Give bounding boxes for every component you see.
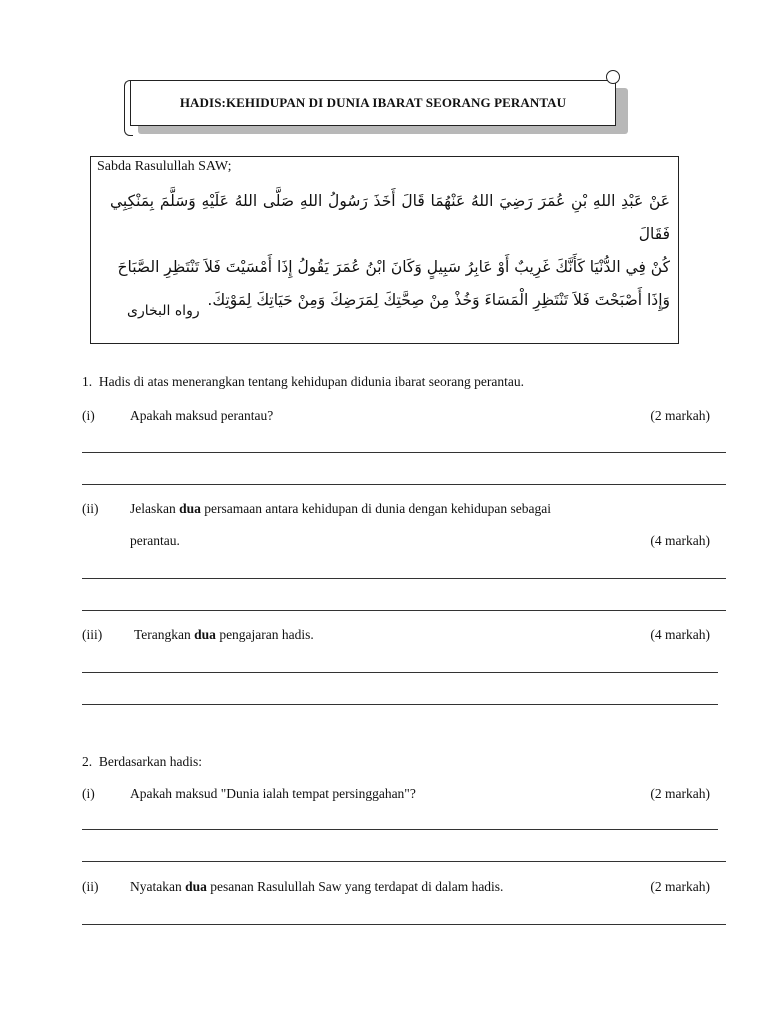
answer-line[interactable] bbox=[82, 829, 718, 830]
arabic-line-2: كُنْ فِي الدُّنْيَا كَأَنَّكَ غَرِيبٌ أَوْ عَابِرُ سَبِيلٍ وَكَانَ ابْنُ عُمَرَ يَقُولُ إِذَا أَمْسَيْتَ فَلاَ تَنْتَظِرِ الصَّبَاحَ bbox=[117, 258, 670, 276]
q2-i-text: Apakah maksud "Dunia ialah tempat persinggahan"? bbox=[130, 786, 416, 801]
q1-ii-bold: dua bbox=[179, 501, 201, 516]
q2-ii-text bbox=[130, 879, 503, 895]
q1-ii-post: persamaan antara kehidupan di dunia dengan kehidupan sebagai bbox=[200, 501, 552, 516]
q1-iii-marks: (4 markah) bbox=[650, 627, 710, 642]
page-title: HADIS:KEHIDUPAN DI DUNIA IBARAT SEORANG PERANTAU bbox=[179, 95, 567, 110]
q1-heading bbox=[82, 374, 524, 390]
q2-ii-bold: dua bbox=[185, 879, 207, 894]
q2-ii-marks: (2 markah) bbox=[650, 879, 710, 894]
q1-ii-pre: Jelaskan bbox=[130, 501, 180, 516]
q1-i-label: (i) bbox=[82, 408, 95, 423]
hadith-box bbox=[90, 156, 679, 344]
q1-text: Hadis di atas menerangkan tentang kehidupan didunia ibarat seorang perantau. bbox=[98, 374, 524, 389]
scroll-curl-right bbox=[606, 70, 620, 84]
q1-iii-text bbox=[134, 627, 314, 643]
q2-i-label: (i) bbox=[82, 786, 95, 801]
answer-line[interactable] bbox=[82, 924, 726, 925]
q2-text: Berdasarkan hadis: bbox=[98, 754, 202, 769]
answer-line[interactable] bbox=[82, 704, 718, 705]
q1-iii-post: pengajaran hadis. bbox=[215, 627, 314, 642]
answer-line[interactable] bbox=[82, 484, 726, 485]
answer-line[interactable] bbox=[82, 578, 726, 579]
q2-ii-pre: Nyatakan bbox=[130, 879, 186, 894]
q1-ii-text bbox=[130, 501, 551, 517]
q1-number: 1. bbox=[82, 374, 93, 389]
q2-number: 2. bbox=[82, 754, 93, 769]
q1-i-text: Apakah maksud perantau? bbox=[130, 408, 274, 423]
hadith-arabic-text bbox=[110, 185, 670, 317]
answer-line[interactable] bbox=[82, 672, 718, 673]
q1-ii-marks: (4 markah) bbox=[650, 533, 710, 548]
arabic-line-1: عَنْ عَبْدِ اللهِ بْنِ عُمَرَ رَضِيَ اللهُ عَنْهُمَا قَالَ أَخَذَ رَسُولُ اللهِ صَلَّى اللهُ عَلَيْهِ وَسَلَّمَ بِمَنْكِبِي فَقَالَ bbox=[110, 192, 670, 243]
q2-i-marks: (2 markah) bbox=[650, 786, 710, 801]
q1-iii-bold: dua bbox=[194, 627, 216, 642]
q1-iii-label: (iii) bbox=[82, 627, 103, 642]
hadith-narrator: رواه البخارى bbox=[127, 303, 200, 319]
title-banner bbox=[130, 80, 616, 126]
hadith-intro: Sabda Rasulullah SAW; bbox=[97, 159, 232, 174]
q1-ii-label: (ii) bbox=[82, 501, 99, 516]
q2-heading bbox=[82, 754, 202, 770]
answer-line[interactable] bbox=[82, 861, 726, 862]
q1-iii-pre: Terangkan bbox=[134, 627, 195, 642]
answer-line[interactable] bbox=[82, 610, 726, 611]
q1-i-marks: (2 markah) bbox=[650, 408, 710, 423]
q1-ii-line2: perantau. bbox=[130, 533, 180, 548]
q2-ii-post: pesanan Rasulullah Saw yang terdapat di dalam hadis. bbox=[206, 879, 504, 894]
arabic-line-3: وَإِذَا أَصْبَحْتَ فَلاَ تَنْتَظِرِ الْمَسَاءَ وَخُذْ مِنْ صِحَّتِكَ لِمَرَضِكَ وَمِنْ حَيَاتِكَ لِمَوْتِكَ. bbox=[207, 291, 670, 309]
q2-ii-label: (ii) bbox=[82, 879, 99, 894]
answer-line[interactable] bbox=[82, 452, 726, 453]
